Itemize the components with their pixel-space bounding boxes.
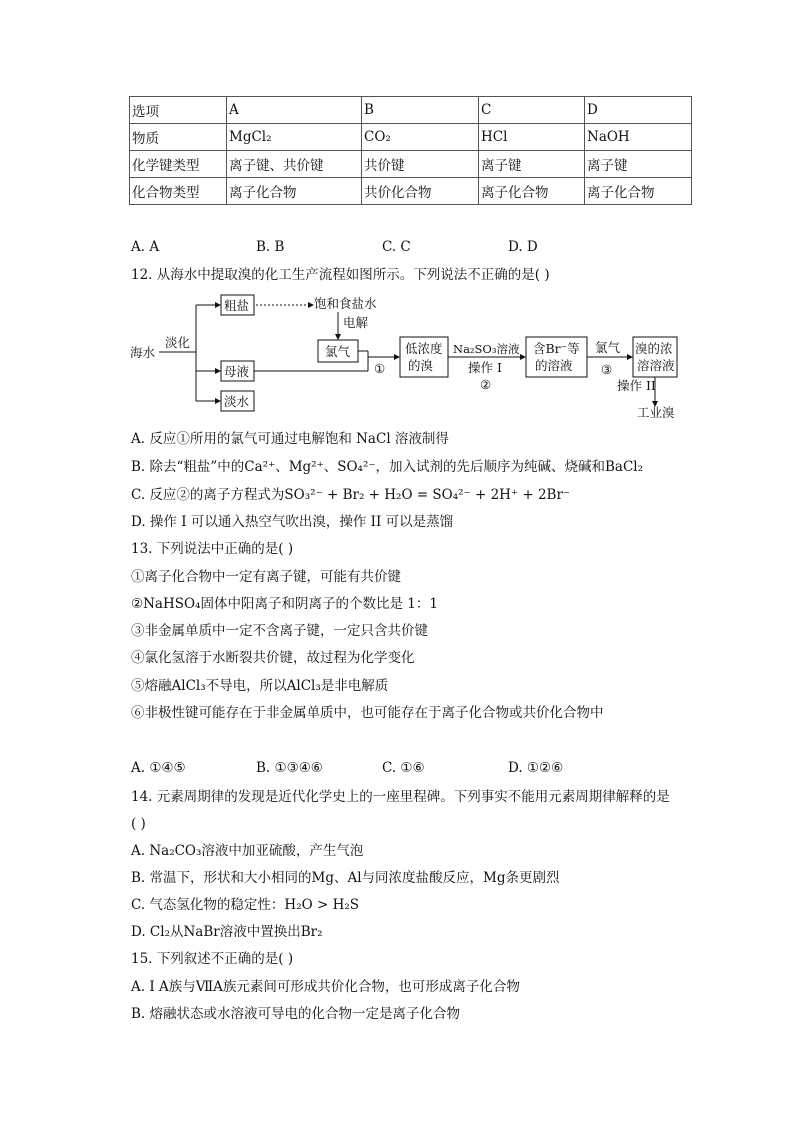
flow-desalinate: 淡化 xyxy=(165,335,191,350)
table-cell: 选项 xyxy=(130,97,227,124)
table-cell: 离子化合物 xyxy=(585,178,692,205)
q13-statement-3: ③非金属单质中一定不含离子键，一定只含共价键 xyxy=(131,623,428,639)
flow-na2so3: Na₂SO₃溶液 xyxy=(453,342,520,356)
flow-brine: 饱和食盐水 xyxy=(314,296,377,311)
flow-crude-salt: 粗盐 xyxy=(224,298,250,313)
flow-seawater: 海水 xyxy=(130,345,156,360)
flow-op1: 操作 I xyxy=(468,360,502,375)
flow-hbr-1: 含Br⁻等 xyxy=(533,341,580,356)
q12-option-a: A. 反应①所用的氯气可通过电解饱和 NaCl 溶液制得 xyxy=(131,431,449,447)
flow-fresh-water: 淡水 xyxy=(224,394,250,409)
q13-choice-c: C. ①⑥ xyxy=(382,760,425,776)
flow-step1: ① xyxy=(374,361,386,376)
flow-conc-2: 溶溶液 xyxy=(637,358,675,373)
table-cell: 共价化合物 xyxy=(362,178,479,205)
flow-conc-1: 溴的浓 xyxy=(635,341,673,356)
table-cell: 离子键 xyxy=(479,151,585,178)
table-cell: MgCl₂ xyxy=(227,124,362,151)
q12-option-b: B. 除去“粗盐”中的Ca²⁺、Mg²⁺、SO₄²⁻，加入试剂的先后顺序为纯碱、烧碱和BaCl₂ xyxy=(131,459,644,475)
table-cell: A xyxy=(227,97,362,124)
flow-mother-liquor: 母液 xyxy=(224,364,250,379)
table-cell: 化学键类型 xyxy=(130,151,227,178)
q11-choice-b: B. B xyxy=(256,239,285,255)
flow-low-br-1: 低浓度 xyxy=(405,341,443,356)
flow-hbr-2: 的溶液 xyxy=(535,358,573,373)
table-cell: B xyxy=(362,97,479,124)
q14-option-c: C. 气态氢化物的稳定性：H₂O > H₂S xyxy=(131,897,360,913)
flow-step2: ② xyxy=(480,377,492,392)
q13-statement-2: ②NaHSO₄固体中阳离子和阴离子的个数比是 1：1 xyxy=(131,596,438,612)
table-cell: 离子化合物 xyxy=(479,178,585,205)
table-cell: 离子化合物 xyxy=(227,178,362,205)
table-cell: 共价键 xyxy=(362,151,479,178)
flow-op2: 操作 II xyxy=(617,378,656,393)
q13-statement-4: ④氯化氢溶于水断裂共价键，故过程为化学变化 xyxy=(131,650,415,666)
table-cell: 物质 xyxy=(130,124,227,151)
q12-stem: 12. 从海水中提取溴的化工生产流程如图所示。下列说法不正确的是( ) xyxy=(131,267,550,283)
flow-industrial: 工业溴 xyxy=(637,405,675,420)
options-table xyxy=(129,96,692,205)
q13-statement-5: ⑤熔融AlCl₃不导电，所以AlCl₃是非电解质 xyxy=(131,678,389,694)
q15-option-b: B. 熔融状态或水溶液可导电的化合物一定是离子化合物 xyxy=(131,1006,461,1022)
q14-stem: 14. 元素周期律的发现是近代化学史上的一座里程碑。下列事实不能用元素周期律解释的是 xyxy=(131,789,670,805)
q13-choice-b: B. ①③④⑥ xyxy=(256,760,323,776)
table-row xyxy=(130,151,692,178)
table-cell: 离子键、共价键 xyxy=(227,151,362,178)
q12-option-d: D. 操作 I 可以通入热空气吹出溴，操作 II 可以是蒸馏 xyxy=(131,514,454,530)
q13-choice-d: D. ①②⑥ xyxy=(508,760,564,776)
q13-statement-1: ①离子化合物中一定有离子键，可能有共价键 xyxy=(131,569,401,585)
q13-choice-a: A. ①④⑤ xyxy=(131,760,186,776)
q15-stem: 15. 下列叙述不正确的是( ) xyxy=(131,951,294,967)
q15-option-a: A. I A族与ⅦA族元素间可形成共价化合物，也可形成离子化合物 xyxy=(131,979,520,995)
flow-electrolysis: 电解 xyxy=(343,315,369,330)
table-cell: 离子键 xyxy=(585,151,692,178)
flow-step3: ③ xyxy=(601,362,613,377)
q14-stem-cont: ( ) xyxy=(131,816,146,832)
q13-stem: 13. 下列说法中正确的是( ) xyxy=(131,541,294,557)
flow-low-br-2: 的溴 xyxy=(408,358,434,373)
flow-chlorine: 氯气 xyxy=(325,344,351,359)
q14-option-a: A. Na₂CO₃溶液中加亚硫酸，产生气泡 xyxy=(131,843,364,859)
q13-statement-6: ⑥非极性键可能存在于非金属单质中，也可能存在于离子化合物或共价化合物中 xyxy=(131,705,604,721)
table-cell: HCl xyxy=(479,124,585,151)
q14-option-b: B. 常温下，形状和大小相同的Mg、Al与同浓度盐酸反应，Mg条更剧烈 xyxy=(131,870,560,886)
q11-choice-a: A. A xyxy=(131,239,160,255)
table-row xyxy=(130,178,692,205)
q11-choice-c: C. C xyxy=(382,239,411,255)
bromine-flow-diagram xyxy=(125,290,695,422)
table-cell: CO₂ xyxy=(362,124,479,151)
q12-option-c: C. 反应②的离子方程式为SO₃²⁻ + Br₂ + H₂O = SO₄²⁻ + 2H⁺ + 2Br⁻ xyxy=(131,487,571,503)
table-row xyxy=(130,124,692,151)
q11-choice-d: D. D xyxy=(508,239,538,255)
table-row xyxy=(130,97,692,124)
table-cell: D xyxy=(585,97,692,124)
flow-chlorine-2: 氯气 xyxy=(595,340,621,355)
table-cell: 化合物类型 xyxy=(130,178,227,205)
table-cell: NaOH xyxy=(585,124,692,151)
q14-option-d: D. Cl₂从NaBr溶液中置换出Br₂ xyxy=(131,924,323,940)
table-cell: C xyxy=(479,97,585,124)
